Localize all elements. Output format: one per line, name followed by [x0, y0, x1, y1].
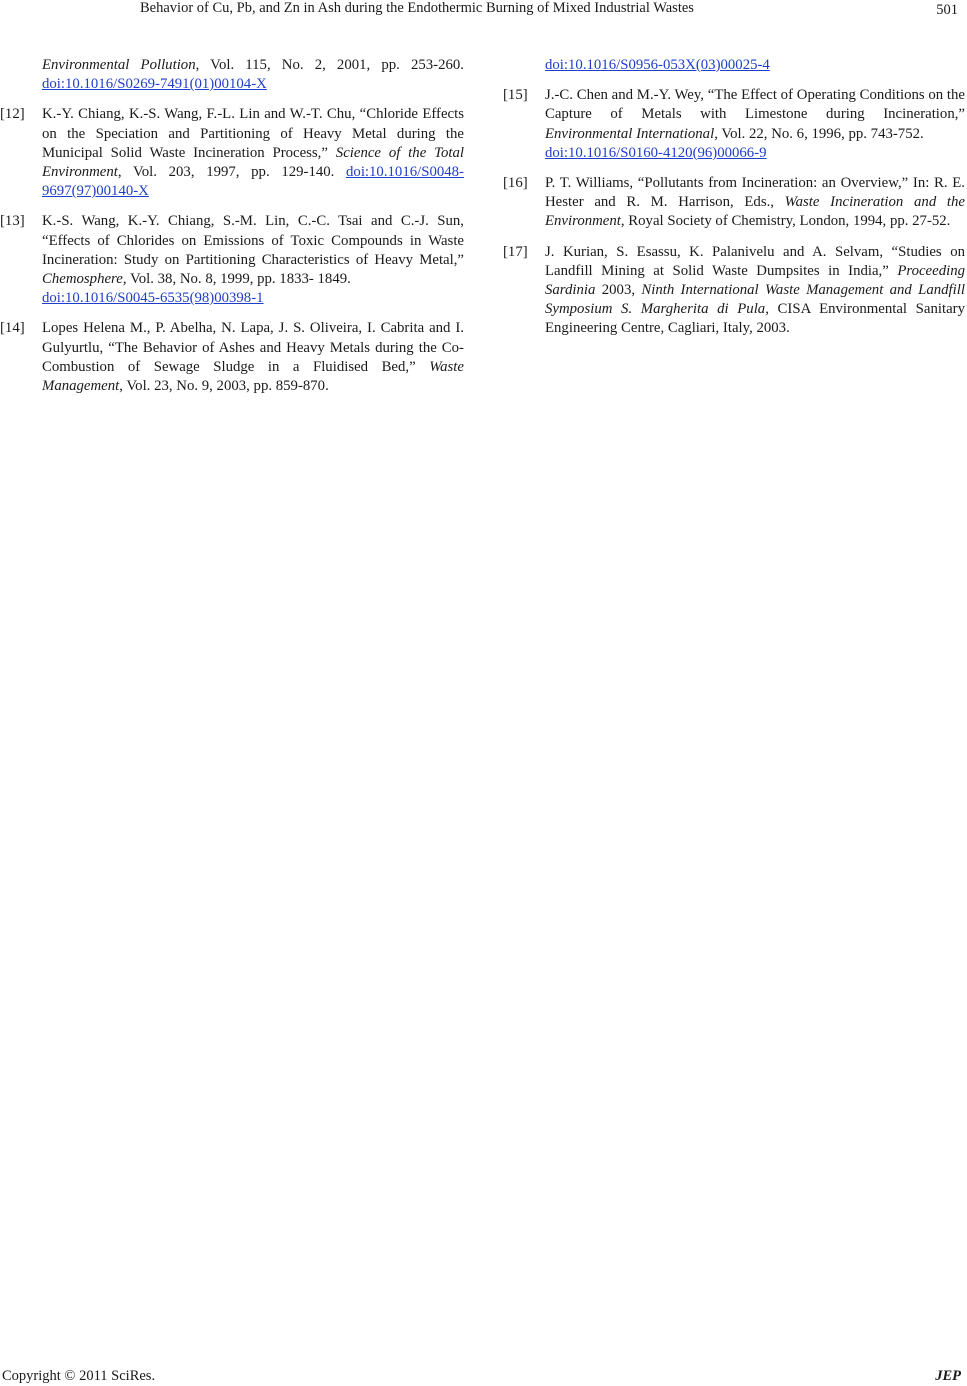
reference-journal: Environmental International [545, 125, 715, 142]
reference-details: , Vol. 23, No. 9, 2003, pp. 859-870. [119, 378, 329, 395]
doi-link[interactable]: doi:10.1016/S0048-9697(97)00140-X [42, 164, 464, 200]
reference-journal: Science of the Total Environment [42, 144, 464, 181]
reference-14 [0, 319, 464, 396]
reference-details: , CISA Environmental Sanitary Engineering Centre, Cagliari, Italy, 2003. [545, 301, 965, 337]
doi-link[interactable]: doi:10.1016/S0045-6535(98)00398-1 [42, 290, 264, 307]
reference-number: [17] [503, 243, 528, 260]
reference-number: [16] [503, 175, 528, 192]
doi-link[interactable]: doi:10.1016/S0160-4120(96)00066-9 [545, 144, 767, 161]
reference-proceedings: Proceeding Sardinia [545, 262, 965, 299]
reference-authors-title: Lopes Helena M., P. Abelha, N. Lapa, J. S. Oliveira, I. Cabrita and I. Gulyurtlu, “The Behavior of Ashes and Heavy Metals during the Co-Combustion of Sewage Sludge in a Fluidised Bed,” [42, 320, 464, 375]
reference-journal: Waste Management [42, 358, 464, 395]
reference-continuation [0, 56, 464, 94]
reference-book: Waste Incineration and the Environment [545, 194, 965, 230]
reference-number: [14] [0, 320, 25, 337]
right-column [503, 56, 965, 350]
reference-journal: Environmental Pollution [42, 57, 196, 73]
page-number: 501 [936, 2, 958, 18]
reference-17 [503, 243, 965, 339]
doi-link[interactable]: doi:10.1016/S0956-053X(03)00025-4 [545, 57, 770, 73]
reference-continuation [503, 56, 965, 75]
reference-details: , Vol. 203, 1997, pp. 129-140. [117, 164, 347, 181]
reference-12 [0, 105, 464, 201]
page-header [0, 0, 967, 20]
reference-details: , Royal Society of Chemistry, London, 1994, pp. 27-52. [620, 213, 951, 230]
reference-authors-title: J.-C. Chen and M.-Y. Wey, “The Effect of Operating Conditions on the Capture of Metals with Limestone during Incineration,” [545, 87, 965, 123]
reference-details: , Vol. 22, No. 6, 1996, pp. 743-752. [714, 125, 924, 142]
doi-link[interactable]: doi:10.1016/S0269-7491(01)00104-X [42, 76, 267, 93]
reference-authors-title: K.-Y. Chiang, K.-S. Wang, F.-L. Lin and W.-T. Chu, “Chloride Effects on the Speciation and Partitioning of Heavy Metal during the Municipal Solid Waste Incineration Process,” [42, 106, 464, 161]
left-column [0, 56, 464, 407]
reference-journal: Chemosphere [42, 271, 123, 288]
running-title: Behavior of Cu, Pb, and Zn in Ash during the Endothermic Burning of Mixed Industrial Wastes [140, 0, 694, 16]
reference-details: , Vol. 38, No. 8, 1999, pp. 1833- 1849. [122, 271, 351, 288]
reference-authors-title: P. T. Williams, “Pollutants from Incineration: an Overview,” In: R. E. Hester and R. M. Harrison, Eds., [545, 175, 965, 211]
reference-authors-title: K.-S. Wang, K.-Y. Chiang, S.-M. Lin, C.-C. Tsai and C.-J. Sun, “Effects of Chlorides on Emissions of Toxic Compounds in Waste Incineration: Study on Partitioning Characteristics of Heavy Metal,” [42, 213, 464, 268]
copyright-notice: Copyright © 2011 SciRes. [2, 1368, 156, 1384]
reference-details: , Vol. 115, No. 2, 2001, pp. 253-260. [195, 57, 464, 73]
reference-number: [12] [0, 106, 25, 123]
reference-number: [13] [0, 213, 25, 230]
reference-13 [0, 212, 464, 308]
reference-symposium: Ninth International Waste Management and Landfill Symposium S. Margherita di Pula [545, 282, 965, 318]
reference-16 [503, 174, 965, 232]
journal-abbreviation: JEP [935, 1368, 961, 1384]
reference-15 [503, 86, 965, 163]
reference-number: [15] [503, 87, 528, 104]
page-footer [0, 1366, 967, 1386]
reference-year: 2003, [595, 282, 642, 299]
reference-authors-title: J. Kurian, S. Esassu, K. Palanivelu and A. Selvam, “Studies on Landfill Mining at Solid Waste Dumpsites in India,” [545, 243, 965, 279]
